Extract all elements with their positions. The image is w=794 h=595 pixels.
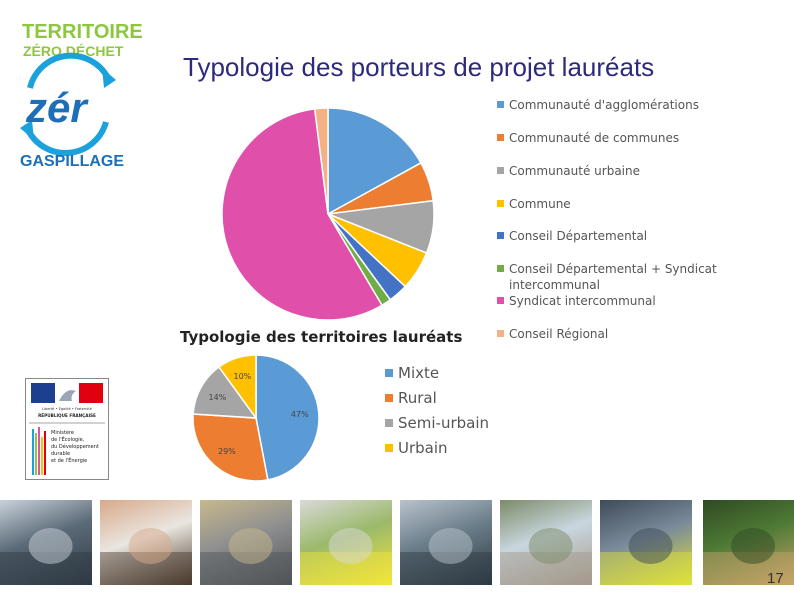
pie-slice-mixte <box>256 355 319 480</box>
ministry-line-5: et de l'Énergie <box>51 458 88 464</box>
legend-swatch <box>385 394 393 402</box>
legend-swatch <box>385 419 393 427</box>
legend-item-syndicat-intercommunal <box>497 293 717 309</box>
legend-label: Communauté de communes <box>509 131 680 145</box>
workers-bales-photo <box>600 500 692 585</box>
city-street-photo <box>500 500 592 585</box>
data-label-mixte: 47% <box>290 409 309 419</box>
legend-item-communaute-de-communes <box>497 130 717 146</box>
legend-swatch <box>497 200 504 207</box>
legend-swatch <box>497 167 504 174</box>
ministry-line-2: de l'Écologie, <box>51 437 85 443</box>
data-label-urbain: 10% <box>233 372 252 382</box>
logo-line2: ZÉRO DÉCHET <box>23 43 124 59</box>
logo-line1: TERRITOIRE <box>22 21 143 43</box>
territoire-zero-dechet-logo <box>8 8 143 183</box>
legend-item-communaute-d-agglomerations <box>497 97 717 113</box>
data-label-rural: 29% <box>218 447 236 457</box>
legend-item-urbain <box>385 439 448 457</box>
legend-item-mixte <box>385 364 439 382</box>
ministry-line-3: du Développement <box>51 444 99 450</box>
recycling-containers-photo <box>300 500 392 585</box>
ministry-motto: Liberté • Égalité • Fraternité <box>42 407 92 411</box>
legend-label: Conseil Départemental <box>509 229 648 243</box>
legend-label: Mixte <box>398 364 440 382</box>
territoires-pie-chart <box>186 348 326 488</box>
legend-label: Commune <box>509 197 571 211</box>
legend-label: Rural <box>398 389 437 407</box>
page-title: Typologie des porteurs de projet lauréats <box>183 52 655 82</box>
legend-swatch <box>497 297 504 304</box>
legend-label: Conseil Régional <box>509 327 609 341</box>
ministry-logo <box>25 378 109 480</box>
ministry-stripes <box>32 427 46 475</box>
ministry-republic: RÉPUBLIQUE FRANÇAISE <box>38 413 96 418</box>
legend-item-conseil-departemental <box>497 228 717 244</box>
data-label-semi-urbain: 14% <box>208 392 227 402</box>
legend-item-conseil-regional <box>497 326 717 342</box>
legend-label: Semi-urbain <box>398 414 490 432</box>
legend-label: Urbain <box>398 439 448 457</box>
legend-label: Syndicat intercommunal <box>509 294 656 308</box>
legend-swatch <box>497 265 504 272</box>
legend-item-commune <box>497 196 717 212</box>
legend-label: Conseil Départemental + Syndicat intercommunal <box>509 262 717 292</box>
porteurs-pie-chart <box>218 104 438 324</box>
legend-item-rural <box>385 389 437 407</box>
sorting-plant-photo <box>400 500 492 585</box>
territoires-chart-title: Typologie des territoires lauréats <box>180 328 463 346</box>
collection-bins-photo <box>200 500 292 585</box>
ministry-line-1: Ministère <box>51 430 74 436</box>
legend-swatch <box>497 232 504 239</box>
legend-swatch <box>497 134 504 141</box>
legend-item-semi-urbain <box>385 414 489 432</box>
legend-swatch <box>385 369 393 377</box>
ministry-line-4: durable <box>51 451 71 457</box>
legend-swatch <box>385 444 393 452</box>
legend-swatch <box>497 330 504 337</box>
legend-label: Communauté urbaine <box>509 164 641 178</box>
legend-label: Communauté d'agglomérations <box>509 98 699 112</box>
page-number: 17 <box>767 570 784 587</box>
logo-line3: GASPILLAGE <box>20 153 125 170</box>
legend-item-conseil-departemental-syndicat-intercommunal <box>497 261 717 293</box>
compost-hands-photo <box>100 500 192 585</box>
biogas-digester-photo <box>0 500 92 585</box>
logo-word: zér <box>26 84 87 131</box>
photo-strip <box>0 500 794 585</box>
legend-item-communaute-urbaine <box>497 163 717 179</box>
legend-swatch <box>497 101 504 108</box>
